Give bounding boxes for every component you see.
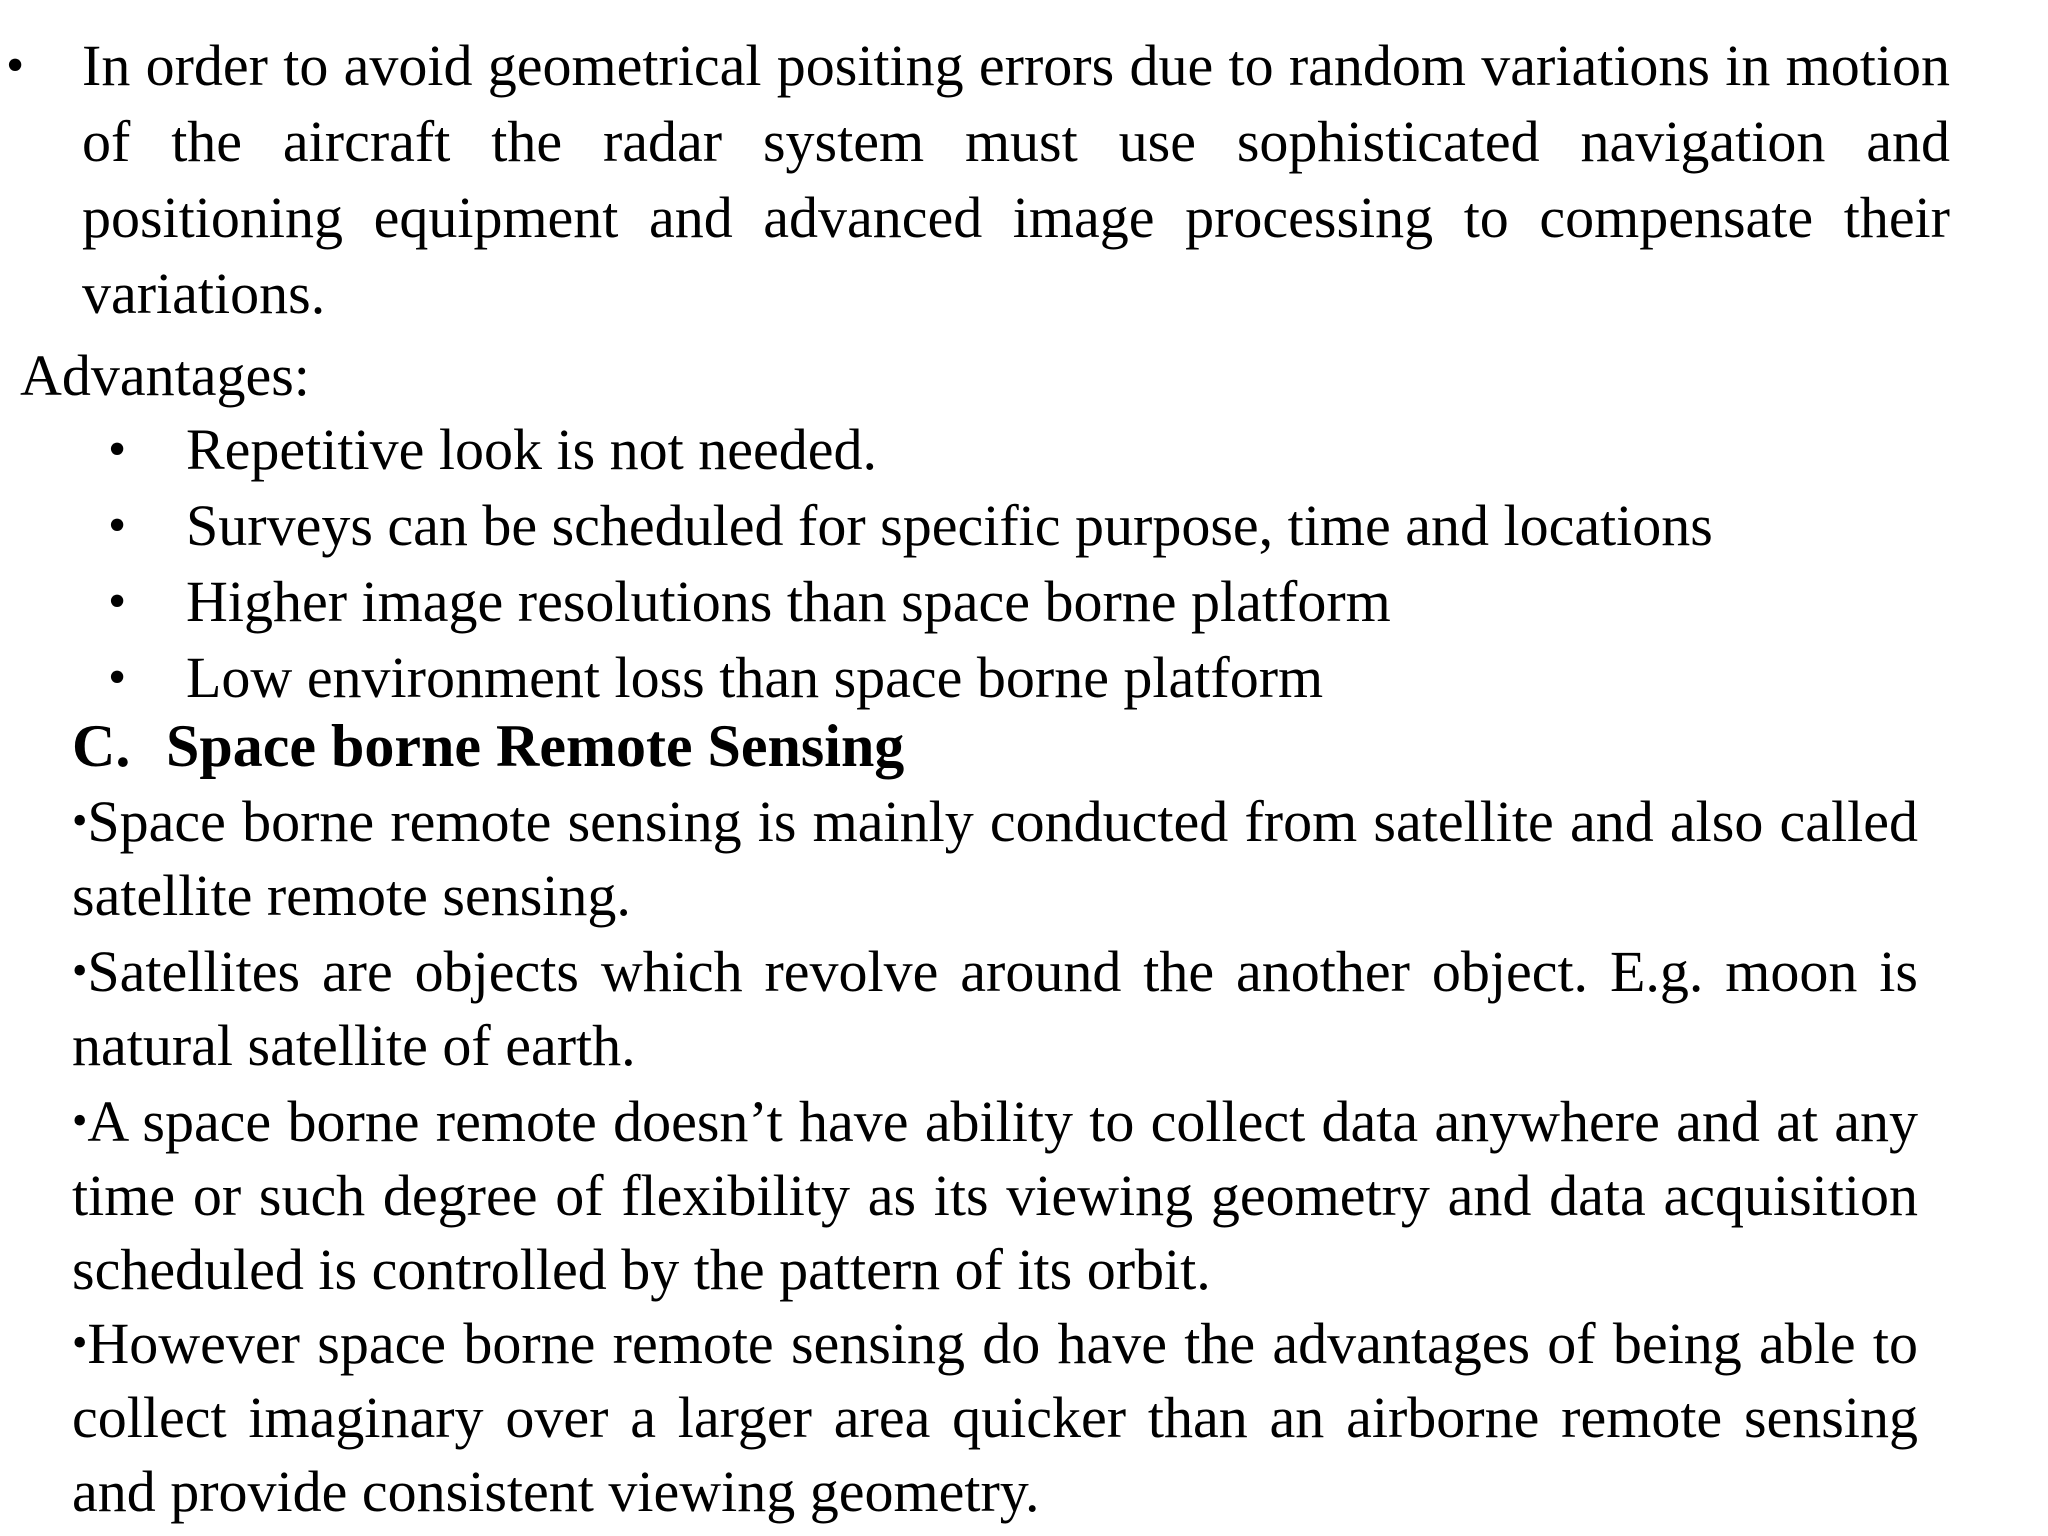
advantages-heading: Advantages: — [20, 343, 310, 408]
bullet-marker: • — [108, 421, 127, 478]
paragraph-text: A space borne remote doesn’t have ability to collect data anywhere and at any time or such degree of flexibility as its viewing geometry and data acquisition scheduled is controlled by the pattern of its orbit. — [72, 1089, 1918, 1302]
advantage-item — [0, 564, 2000, 640]
section-paragraph — [72, 1306, 1918, 1529]
bullet-marker: • — [72, 1096, 88, 1145]
advantage-item — [0, 640, 2000, 716]
advantage-item — [0, 412, 2000, 488]
bullet-marker: • — [108, 497, 127, 554]
bullet-marker: • — [72, 946, 88, 995]
section-title: Space borne Remote Sensing — [166, 713, 905, 779]
bullet-marker: • — [108, 573, 127, 630]
bullet-marker: • — [108, 649, 127, 706]
paragraph-text: Satellites are objects which revolve around the another object. E.g. moon is natural satellite of earth. — [72, 939, 1918, 1078]
advantage-text: Higher image resolutions than space borne platform — [186, 569, 1391, 634]
bullet-marker: • — [6, 37, 25, 94]
section-number: C. — [72, 713, 131, 779]
advantages-list — [0, 412, 2000, 716]
advantage-text: Low environment loss than space borne platform — [186, 645, 1324, 710]
paragraph-text: However space borne remote sensing do have the advantages of being able to collect imaginary over a larger area quicker than an airborne remote sensing and provide consistent viewing geometry. — [72, 1311, 1918, 1524]
advantage-text: Surveys can be scheduled for specific purpose, time and locations — [186, 493, 1713, 558]
advantage-item — [0, 488, 2000, 564]
section-paragraph — [72, 784, 1918, 933]
intro-bullet-text: In order to avoid geometrical positing errors due to random variations in motion of the aircraft the radar system must use sophisticated navigation and positioning equipment and advanced image processing to compensate their variations. — [82, 33, 1950, 326]
section-paragraph — [72, 934, 1918, 1083]
advantage-text: Repetitive look is not needed. — [186, 417, 878, 482]
section-paragraph — [72, 1084, 1918, 1307]
bullet-marker: • — [72, 796, 88, 845]
section-heading — [72, 708, 904, 784]
paragraph-text: Space borne remote sensing is mainly conducted from satellite and also called satellite remote sensing. — [72, 789, 1918, 928]
bullet-marker: • — [72, 1318, 88, 1367]
